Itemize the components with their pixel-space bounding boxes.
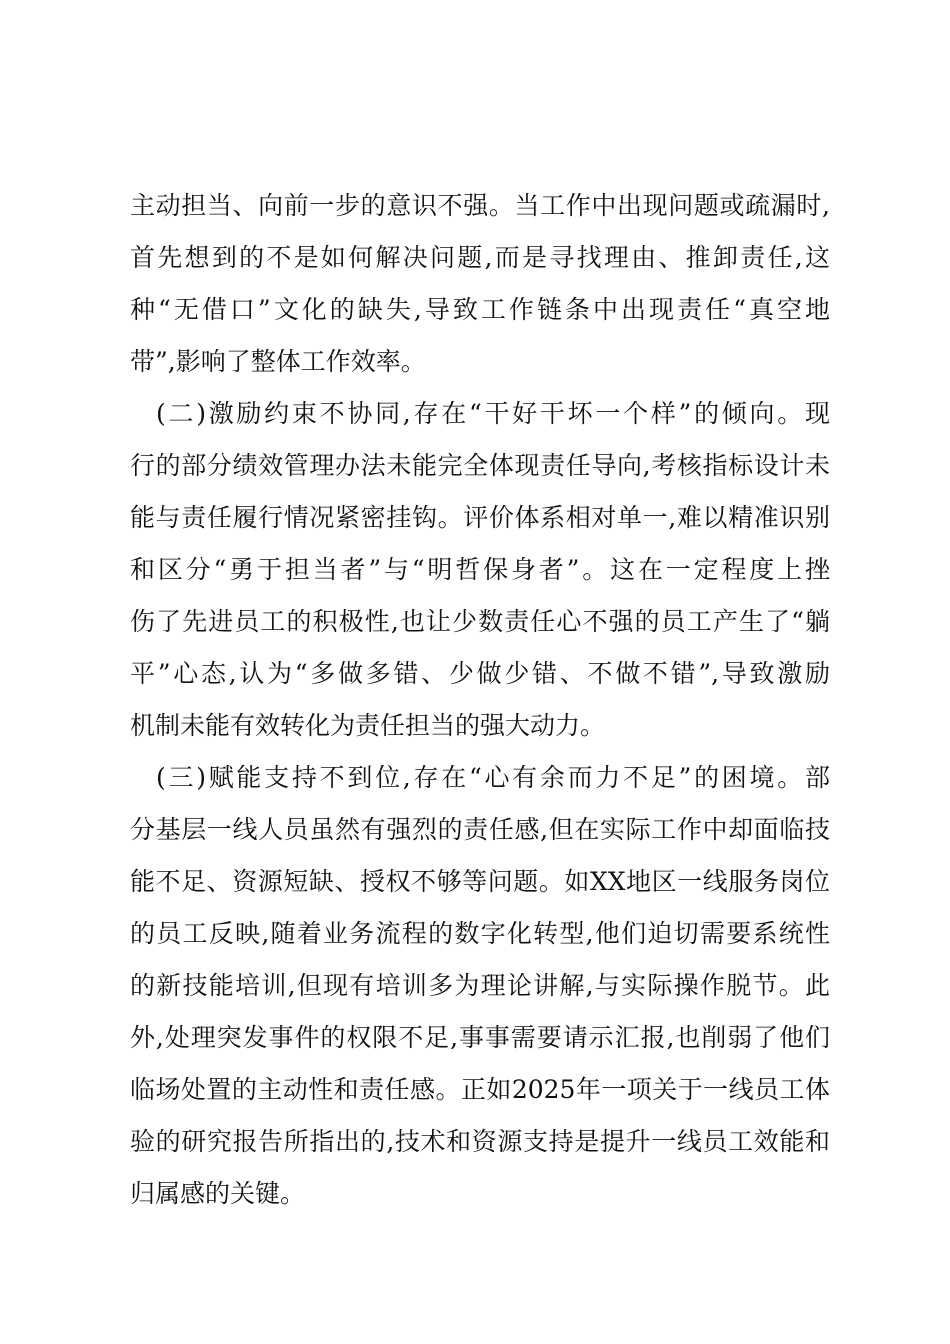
section-heading-line: (三)赋能支持不到位,存在“心有余而力不足”的困境。部 — [156, 763, 830, 792]
text-line: 验的研究报告所指出的,技术和资源支持是提升一线员工效能和 — [130, 1127, 830, 1156]
paragraph-empowerment-support — [130, 752, 830, 1220]
text-line: 伤了先进员工的积极性,也让少数责任心不强的员工产生了“躺 — [130, 607, 830, 636]
text-line: 的员工反映,随着业务流程的数字化转型,他们迫切需要系统性 — [130, 919, 830, 948]
text-line: 主动担当、向前一步的意识不强。当工作中出现问题或疏漏时, — [130, 191, 830, 220]
document-body — [130, 180, 830, 1220]
text-line: 带”,影响了整体工作效率。 — [130, 347, 426, 376]
text-line: 和区分“勇于担当者”与“明哲保身者”。这在一定程度上挫 — [130, 555, 830, 584]
section-heading-line: (二)激励约束不协同,存在“干好干坏一个样”的倾向。现 — [156, 399, 830, 428]
paragraph-responsibility-awareness — [130, 180, 830, 388]
text-line: 种“无借口”文化的缺失,导致工作链条中出现责任“真空地 — [130, 295, 830, 324]
text-line: 平”心态,认为“多做多错、少做少错、不做不错”,导致激励 — [130, 659, 830, 688]
text-line: 外,处理突发事件的权限不足,事事需要请示汇报,也削弱了他们 — [130, 1023, 830, 1052]
text-line: 能与责任履行情况紧密挂钩。评价体系相对单一,难以精准识别 — [130, 503, 830, 532]
paragraph-incentive-constraint — [130, 388, 830, 752]
text-line: 归属感的关键。 — [130, 1179, 306, 1208]
text-line: 首先想到的不是如何解决问题,而是寻找理由、推卸责任,这 — [130, 243, 830, 272]
text-line: 的新技能培训,但现有培训多为理论讲解,与实际操作脱节。此 — [130, 971, 830, 1000]
text-line: 临场处置的主动性和责任感。正如2025年一项关于一线员工体 — [130, 1075, 830, 1104]
text-line: 机制未能有效转化为责任担当的强大动力。 — [130, 711, 606, 740]
text-line: 能不足、资源短缺、授权不够等问题。如XX地区一线服务岗位 — [130, 867, 830, 896]
text-line: 行的部分绩效管理办法未能完全体现责任导向,考核指标设计未 — [130, 451, 830, 480]
text-line: 分基层一线人员虽然有强烈的责任感,但在实际工作中却面临技 — [130, 815, 830, 844]
